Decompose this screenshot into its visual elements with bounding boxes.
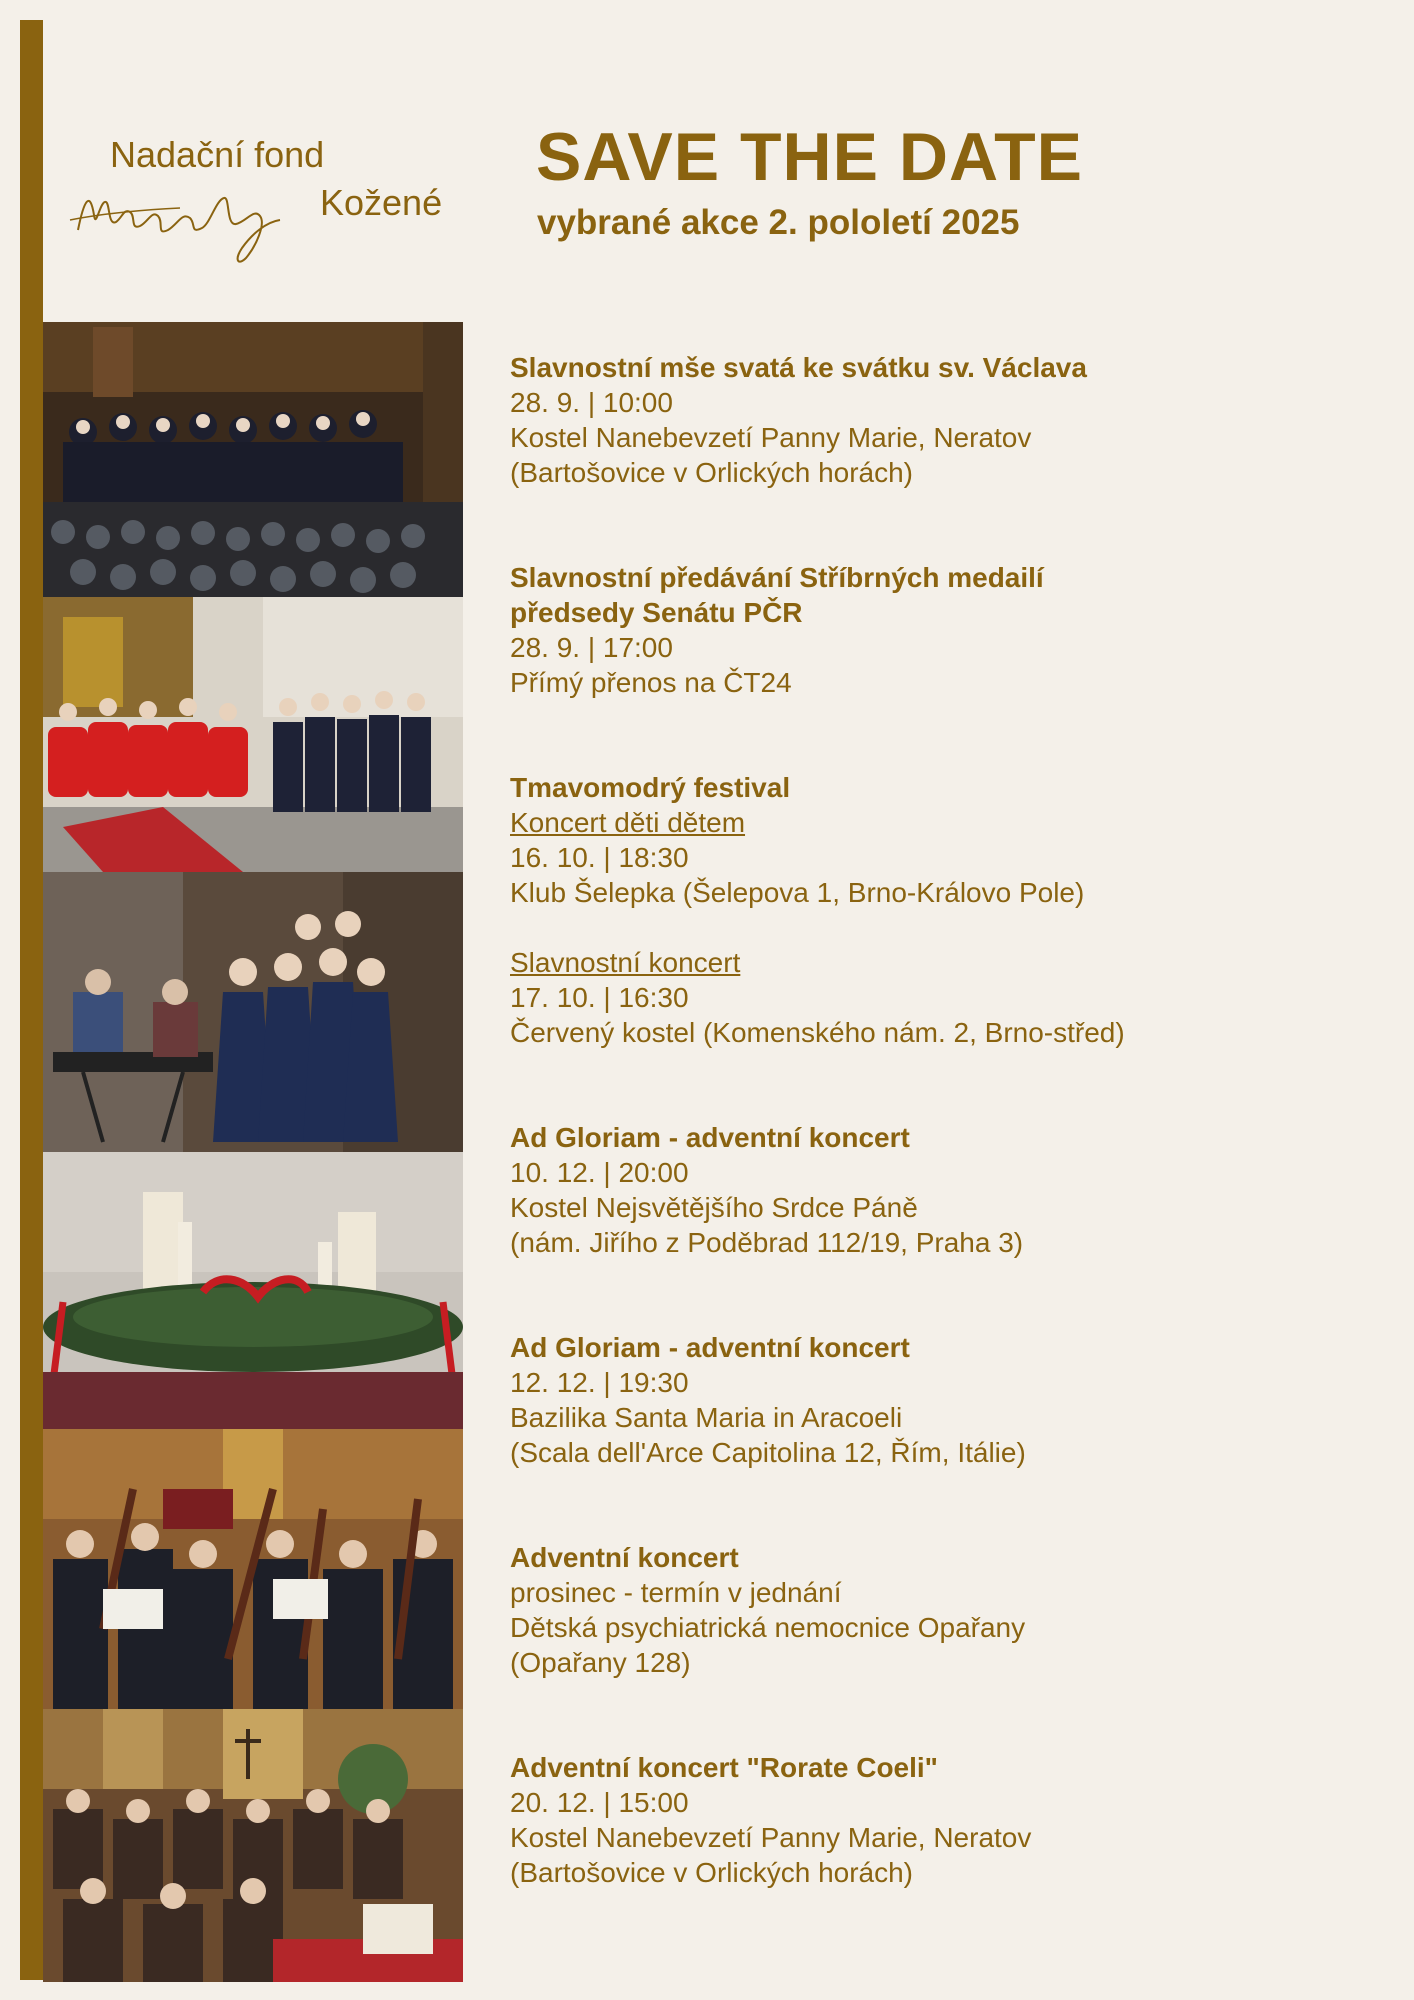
event-address: (Opařany 128) bbox=[510, 1647, 691, 1678]
event-item bbox=[510, 1540, 1390, 1680]
photo-advent-wreath bbox=[43, 1152, 463, 1429]
event-venue: Klub Šelepka (Šelepova 1, Brno-Královo Pole) bbox=[510, 877, 1085, 908]
event-venue: Kostel Nejsvětějšího Srdce Páně bbox=[510, 1192, 918, 1223]
event-item bbox=[510, 1330, 1390, 1470]
event-venue: Bazilika Santa Maria in Aracoeli bbox=[510, 1402, 903, 1433]
logo-text-line1: Nadační fond bbox=[110, 134, 325, 175]
event-venue: Dětská psychiatrická nemocnice Opařany bbox=[510, 1612, 1026, 1643]
event-venue: Přímý přenos na ČT24 bbox=[510, 667, 792, 698]
event-address: (Bartošovice v Orlických horách) bbox=[510, 1857, 914, 1888]
sidebar-accent-bar bbox=[20, 20, 43, 1980]
event-title-line: předsedy Senátu PČR bbox=[510, 597, 803, 628]
event-title: Adventní koncert "Rorate Coeli" bbox=[510, 1752, 938, 1783]
event-item bbox=[510, 1120, 1390, 1260]
page-title: SAVE THE DATE bbox=[536, 119, 1083, 195]
event-subevent-title: Koncert děti dětem bbox=[510, 807, 746, 838]
event-datetime: 20. 12. | 15:00 bbox=[510, 1787, 689, 1818]
photo-choir-concert bbox=[43, 322, 463, 597]
event-datetime: 17. 10. | 16:30 bbox=[510, 982, 689, 1013]
event-address: (nám. Jiřího z Poděbrad 112/19, Praha 3) bbox=[510, 1227, 1024, 1258]
event-item bbox=[510, 350, 1390, 490]
signature-icon bbox=[60, 160, 330, 270]
logo-text-line2: Kožené bbox=[320, 182, 443, 223]
event-title: Ad Gloriam - adventní koncert bbox=[510, 1332, 910, 1363]
event-title: Tmavomodrý festival bbox=[510, 772, 791, 803]
photo-guitar-ensemble bbox=[43, 1709, 463, 1982]
event-spacer bbox=[510, 910, 1390, 945]
event-datetime: 12. 12. | 19:30 bbox=[510, 1367, 689, 1398]
photo-bassoon-players bbox=[43, 1429, 463, 1709]
event-subevent-title: Slavnostní koncert bbox=[510, 947, 741, 978]
event-address: (Bartošovice v Orlických horách) bbox=[510, 457, 914, 488]
event-datetime: prosinec - termín v jednání bbox=[510, 1577, 842, 1608]
photo-choir-red bbox=[43, 597, 463, 872]
page-subtitle: vybrané akce 2. pololetí 2025 bbox=[537, 203, 1020, 242]
foundation-logo bbox=[60, 120, 460, 270]
event-datetime: 28. 9. | 17:00 bbox=[510, 632, 673, 663]
event-datetime: 10. 12. | 20:00 bbox=[510, 1157, 689, 1188]
event-item bbox=[510, 560, 1390, 700]
event-venue: Červený kostel (Komenského nám. 2, Brno-střed) bbox=[510, 1017, 1125, 1048]
event-venue: Kostel Nanebevzetí Panny Marie, Neratov bbox=[510, 1822, 1032, 1853]
event-address: (Scala dell'Arce Capitolina 12, Řím, Itálie) bbox=[510, 1437, 1026, 1468]
event-item bbox=[510, 770, 1390, 1050]
event-title-line: Slavnostní předávání Stříbrných medailí bbox=[510, 562, 1044, 593]
event-title: Adventní koncert bbox=[510, 1542, 739, 1573]
photo-choir-keyboard bbox=[43, 872, 463, 1152]
event-title: Ad Gloriam - adventní koncert bbox=[510, 1122, 910, 1153]
event-item bbox=[510, 1750, 1390, 1890]
event-datetime: 16. 10. | 18:30 bbox=[510, 842, 689, 873]
event-title: Slavnostní mše svatá ke svátku sv. Václava bbox=[510, 352, 1087, 383]
event-venue: Kostel Nanebevzetí Panny Marie, Neratov bbox=[510, 422, 1032, 453]
event-datetime: 28. 9. | 10:00 bbox=[510, 387, 673, 418]
